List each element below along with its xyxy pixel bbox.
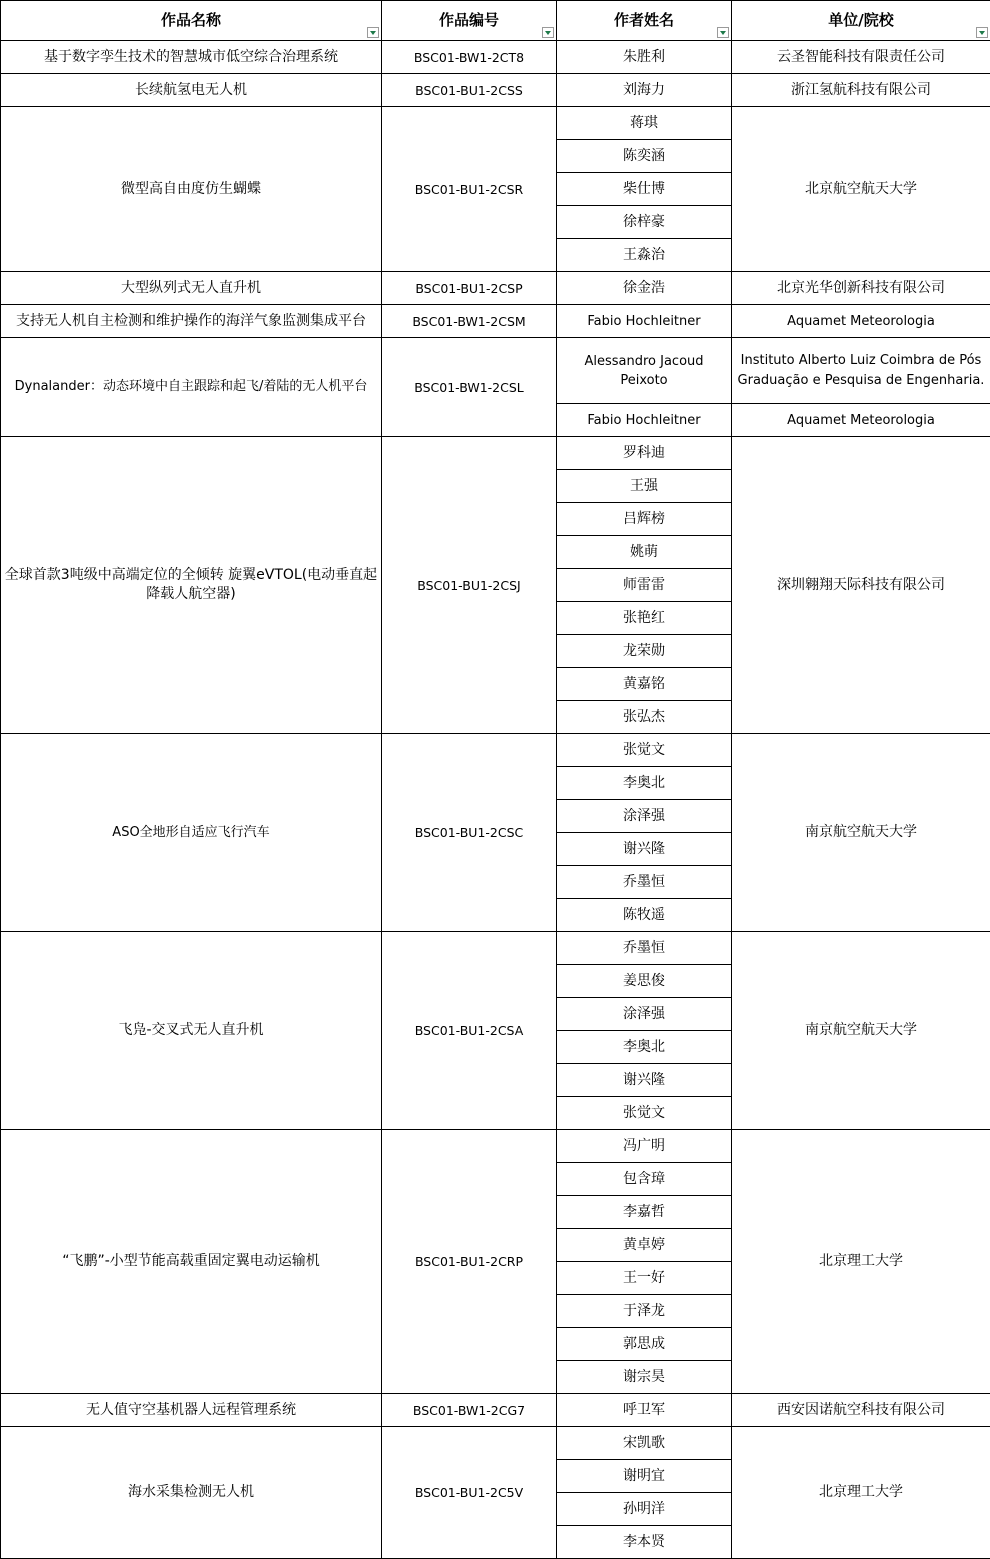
work-name-cell: 支持无人机自主检测和维护操作的海洋气象监测集成平台: [1, 305, 382, 338]
author-name-cell: 涂泽强: [557, 998, 732, 1031]
author-name-cell: 罗科迪: [557, 437, 732, 470]
table-row: [1, 272, 990, 305]
unit-cell: 北京光华创新科技有限公司: [732, 272, 990, 305]
header-label: 单位/院校: [828, 11, 894, 29]
author-name-cell: 李奥北: [557, 1031, 732, 1064]
filter-dropdown-icon[interactable]: [976, 27, 988, 38]
work-code-cell: BSC01-BW1-2CG7: [382, 1394, 557, 1427]
author-name-cell: 乔墨恒: [557, 866, 732, 899]
author-name-cell: 徐梓豪: [557, 206, 732, 239]
table-row: [1, 1394, 990, 1427]
filter-dropdown-icon[interactable]: [542, 27, 554, 38]
unit-cell: 西安因诺航空科技有限公司: [732, 1394, 990, 1427]
work-name-cell: 基于数字孪生技术的智慧城市低空综合治理系统: [1, 41, 382, 74]
work-name-cell: 微型高自由度仿生蝴蝶: [1, 107, 382, 272]
work-code-cell: BSC01-BW1-2CSM: [382, 305, 557, 338]
author-name-cell: 徐金浩: [557, 272, 732, 305]
author-name-cell: 谢兴隆: [557, 833, 732, 866]
author-name-cell: 陈奕涵: [557, 140, 732, 173]
author-name-cell: Fabio Hochleitner: [557, 305, 732, 338]
unit-cell: 深圳翱翔天际科技有限公司: [732, 437, 990, 734]
work-code-cell: BSC01-BU1-2CRP: [382, 1130, 557, 1394]
work-code-cell: BSC01-BU1-2CSS: [382, 74, 557, 107]
author-name-cell: 黄嘉铭: [557, 668, 732, 701]
author-name-cell: 李奥北: [557, 767, 732, 800]
header-label: 作品编号: [438, 11, 499, 29]
header-author-name: [557, 1, 732, 41]
table-row: [1, 107, 990, 140]
work-name-cell: 海水采集检测无人机: [1, 1427, 382, 1559]
unit-cell: Aquamet Meteorologia: [732, 404, 990, 437]
unit-cell: 云圣智能科技有限责任公司: [732, 41, 990, 74]
work-code-cell: BSC01-BU1-2CSC: [382, 734, 557, 932]
author-name-cell: 涂泽强: [557, 800, 732, 833]
table-row: [1, 1427, 990, 1460]
author-name-cell: 呼卫军: [557, 1394, 732, 1427]
table-row: [1, 41, 990, 74]
header-work-name: [1, 1, 382, 41]
unit-cell: 北京理工大学: [732, 1427, 990, 1559]
work-name-cell: “飞鹏”-小型节能高载重固定翼电动运输机: [1, 1130, 382, 1394]
author-name-cell: 黄卓婷: [557, 1229, 732, 1262]
table-row: [1, 932, 990, 965]
author-name-cell: 王淼治: [557, 239, 732, 272]
header-work-code: [382, 1, 557, 41]
author-name-cell: 于泽龙: [557, 1295, 732, 1328]
author-name-cell: 王一好: [557, 1262, 732, 1295]
author-name-cell: Alessandro Jacoud Peixoto: [557, 338, 732, 404]
work-code-cell: BSC01-BU1-2CSP: [382, 272, 557, 305]
author-name-cell: 谢兴隆: [557, 1064, 732, 1097]
author-name-cell: 王强: [557, 470, 732, 503]
work-code-cell: BSC01-BU1-2CSJ: [382, 437, 557, 734]
work-name-cell: 长续航氢电无人机: [1, 74, 382, 107]
author-name-cell: 张弘杰: [557, 701, 732, 734]
author-name-cell: 冯广明: [557, 1130, 732, 1163]
author-name-cell: 包含璋: [557, 1163, 732, 1196]
unit-cell: Instituto Alberto Luiz Coimbra de Pós Graduação e Pesquisa de Engenharia.: [732, 338, 990, 404]
work-name-cell: ASO全地形自适应飞行汽车: [1, 734, 382, 932]
unit-cell: 北京理工大学: [732, 1130, 990, 1394]
table-row: [1, 338, 990, 404]
unit-cell: Aquamet Meteorologia: [732, 305, 990, 338]
table-body: [1, 41, 990, 1559]
author-name-cell: 朱胜利: [557, 41, 732, 74]
work-code-cell: BSC01-BW1-2CT8: [382, 41, 557, 74]
work-name-cell: 大型纵列式无人直升机: [1, 272, 382, 305]
author-name-cell: 姜思俊: [557, 965, 732, 998]
author-name-cell: 吕辉榜: [557, 503, 732, 536]
author-name-cell: 姚萌: [557, 536, 732, 569]
table-row: [1, 1130, 990, 1163]
unit-cell: 南京航空航天大学: [732, 932, 990, 1130]
work-code-cell: BSC01-BU1-2CSR: [382, 107, 557, 272]
author-name-cell: 谢宗昊: [557, 1361, 732, 1394]
unit-cell: 浙江氢航科技有限公司: [732, 74, 990, 107]
header-label: 作者姓名: [613, 11, 674, 29]
author-name-cell: 张艳红: [557, 602, 732, 635]
author-name-cell: 谢明宜: [557, 1460, 732, 1493]
header-row: [1, 1, 990, 41]
work-name-cell: 飞凫-交叉式无人直升机: [1, 932, 382, 1130]
work-name-cell: 无人值守空基机器人远程管理系统: [1, 1394, 382, 1427]
filter-dropdown-icon[interactable]: [367, 27, 379, 38]
author-name-cell: 孙明洋: [557, 1493, 732, 1526]
author-name-cell: 龙荣勋: [557, 635, 732, 668]
filter-dropdown-icon[interactable]: [717, 27, 729, 38]
unit-cell: 南京航空航天大学: [732, 734, 990, 932]
author-name-cell: 郭思成: [557, 1328, 732, 1361]
author-name-cell: 陈牧遥: [557, 899, 732, 932]
work-code-cell: BSC01-BW1-2CSL: [382, 338, 557, 437]
author-name-cell: 刘海力: [557, 74, 732, 107]
author-name-cell: 蒋琪: [557, 107, 732, 140]
author-name-cell: 乔墨恒: [557, 932, 732, 965]
author-name-cell: 张觉文: [557, 734, 732, 767]
author-name-cell: 李本贤: [557, 1526, 732, 1559]
work-code-cell: BSC01-BU1-2C5V: [382, 1427, 557, 1559]
author-name-cell: 宋凯歌: [557, 1427, 732, 1460]
table-row: [1, 437, 990, 470]
table-row: [1, 305, 990, 338]
work-name-cell: Dynalander：动态环境中自主跟踪和起飞/着陆的无人机平台: [1, 338, 382, 437]
author-name-cell: 柴仕博: [557, 173, 732, 206]
work-name-cell: 全球首款3吨级中高端定位的全倾转 旋翼eVTOL(电动垂直起降载人航空器): [1, 437, 382, 734]
table-row: [1, 74, 990, 107]
author-name-cell: 李嘉哲: [557, 1196, 732, 1229]
work-code-cell: BSC01-BU1-2CSA: [382, 932, 557, 1130]
author-name-cell: 师雷雷: [557, 569, 732, 602]
table-row: [1, 734, 990, 767]
author-name-cell: Fabio Hochleitner: [557, 404, 732, 437]
unit-cell: 北京航空航天大学: [732, 107, 990, 272]
author-name-cell: 张觉文: [557, 1097, 732, 1130]
header-unit: [732, 1, 990, 41]
header-label: 作品名称: [160, 11, 221, 29]
